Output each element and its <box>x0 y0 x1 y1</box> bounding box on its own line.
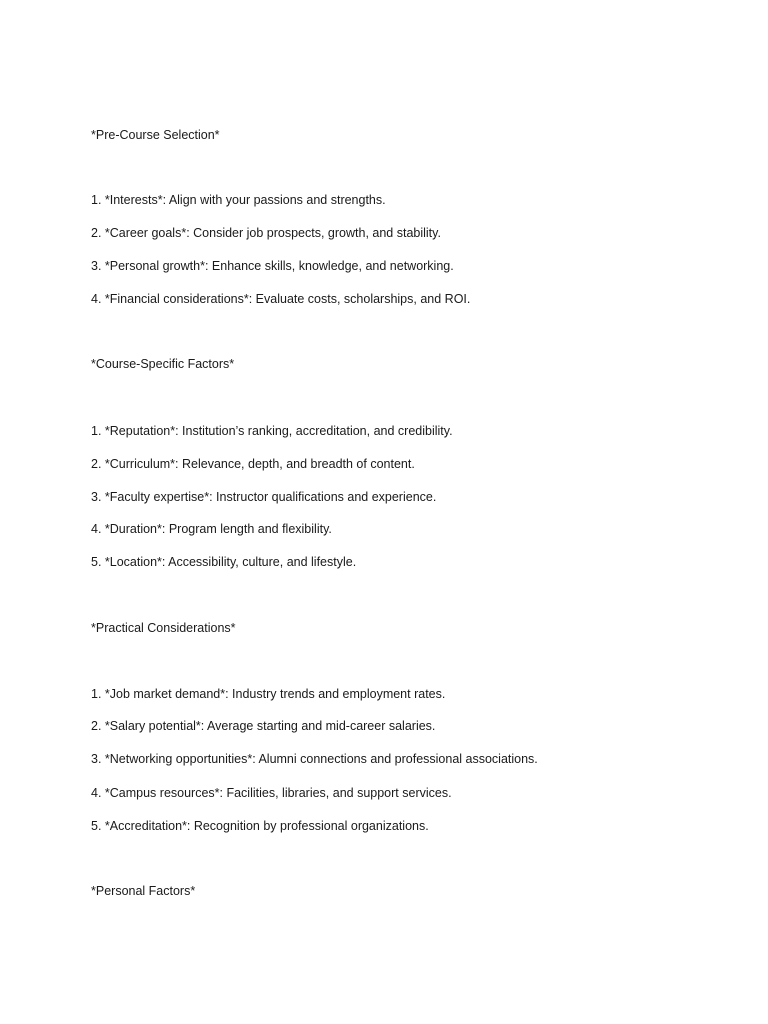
list-item: 1. *Reputation*: Institution’s ranking, accreditation, and credibility. <box>91 424 453 438</box>
list-item: 4. *Campus resources*: Facilities, libraries, and support services. <box>91 786 452 800</box>
list-item: 1. *Interests*: Align with your passions and strengths. <box>91 193 386 207</box>
section-heading-pre-course-selection: *Pre-Course Selection* <box>91 128 220 142</box>
list-item: 3. *Faculty expertise*: Instructor qualifications and experience. <box>91 490 437 504</box>
list-item: 2. *Curriculum*: Relevance, depth, and breadth of content. <box>91 457 415 471</box>
section-heading-personal-factors: *Personal Factors* <box>91 884 196 898</box>
list-item: 3. *Personal growth*: Enhance skills, knowledge, and networking. <box>91 259 454 273</box>
section-heading-practical-considerations: *Practical Considerations* <box>91 621 236 635</box>
list-item: 1. *Job market demand*: Industry trends and employment rates. <box>91 687 446 701</box>
list-item: 3. *Networking opportunities*: Alumni connections and professional associations. <box>91 752 538 766</box>
list-item: 5. *Accreditation*: Recognition by professional organizations. <box>91 819 429 833</box>
list-item: 4. *Duration*: Program length and flexibility. <box>91 522 332 536</box>
list-item: 2. *Salary potential*: Average starting and mid-career salaries. <box>91 719 436 733</box>
section-heading-course-specific-factors: *Course-Specific Factors* <box>91 357 235 371</box>
list-item: 4. *Financial considerations*: Evaluate costs, scholarships, and ROI. <box>91 292 471 306</box>
list-item: 5. *Location*: Accessibility, culture, and lifestyle. <box>91 555 357 569</box>
list-item: 2. *Career goals*: Consider job prospects, growth, and stability. <box>91 226 441 240</box>
